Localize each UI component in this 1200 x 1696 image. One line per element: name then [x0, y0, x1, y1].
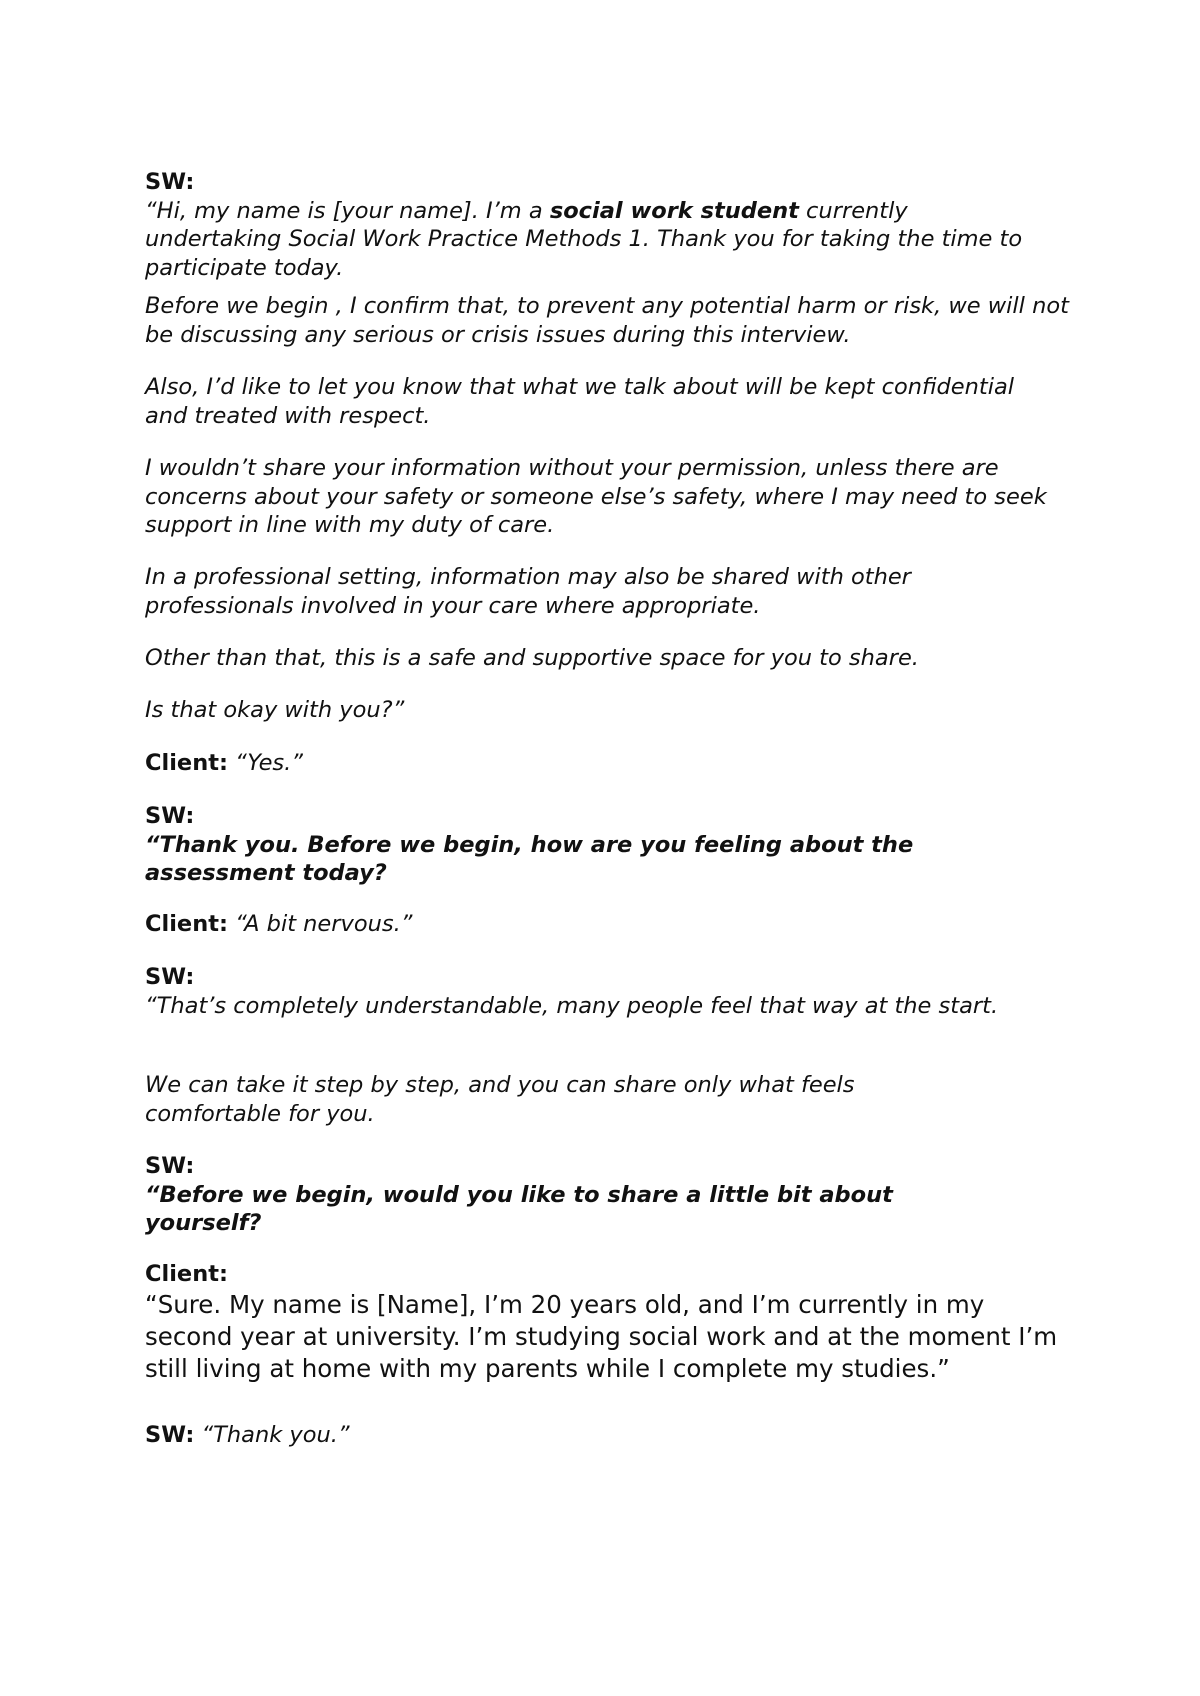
feeling-question: “Thank you. Before we begin, how are you feeling about the assessment today?	[145, 831, 914, 886]
step-by-step-paragraph: We can take it step by step, and you can share only what feels comfortable for you.	[145, 1072, 855, 1127]
professional-paragraph: In a professional setting, information may also be shared with other professionals involved in your care where appropriate.	[145, 564, 911, 619]
client-yes-line	[145, 749, 1075, 778]
intro-text-end: currently undertaking Social Work Practice Methods 1. Thank you for taking the time to participate today.	[145, 197, 1023, 281]
speaker-label: Client:	[145, 750, 228, 776]
speaker-label: SW:	[145, 169, 195, 195]
sw-reply: “Thank you.”	[201, 1422, 350, 1448]
client-nervous-line	[145, 910, 1075, 939]
sw-intro-block	[145, 168, 1075, 282]
client-about-block	[145, 1260, 1075, 1385]
understandable-paragraph: “That’s completely understandable, many people feel that way at the start.	[145, 992, 999, 1019]
client-reply: “A bit nervous.”	[235, 911, 413, 937]
okay-question-paragraph: Is that okay with you?”	[145, 697, 405, 723]
speaker-label: SW:	[145, 1153, 195, 1179]
speaker-label: SW:	[145, 803, 195, 829]
confirm-paragraph: Before we begin , I confirm that, to prevent any potential harm or risk, we will not be discussing any serious or crisis issues during this interview.	[145, 293, 1069, 348]
speaker-label: Client:	[145, 1261, 228, 1287]
sw-feeling-block	[145, 802, 1075, 888]
speaker-label: SW:	[145, 964, 195, 990]
speaker-label: SW:	[145, 1422, 195, 1448]
speaker-label: Client:	[145, 911, 228, 937]
safe-space-paragraph: Other than that, this is a safe and supportive space for you to share.	[145, 645, 919, 671]
sw-thank-you-line	[145, 1421, 1075, 1450]
intro-emphasis: social work student	[549, 197, 799, 224]
intro-text-start: “Hi, my name is [your name]. I’m a	[145, 197, 550, 224]
confidential-paragraph: Also, I’d like to let you know that what we talk about will be kept confidential and treated with respect.	[145, 374, 1015, 429]
client-about-paragraph: “Sure. My name is [Name], I’m 20 years old, and I’m currently in my second year at university. I’m studying social work and at the moment I’m still living at home with my parents while I complete my studies.”	[145, 1289, 1058, 1383]
client-reply: “Yes.”	[235, 750, 303, 776]
sw-share-block	[145, 1152, 1075, 1238]
intro-paragraph	[145, 197, 1025, 283]
permission-paragraph: I wouldn’t share your information without your permission, unless there are concerns about your safety or someone else’s safety, where I may need to seek support in line with my duty of care.	[145, 455, 1047, 538]
sw-understandable-block	[145, 963, 1075, 1020]
share-question: “Before we begin, would you like to share a little bit about yourself?	[145, 1181, 893, 1236]
